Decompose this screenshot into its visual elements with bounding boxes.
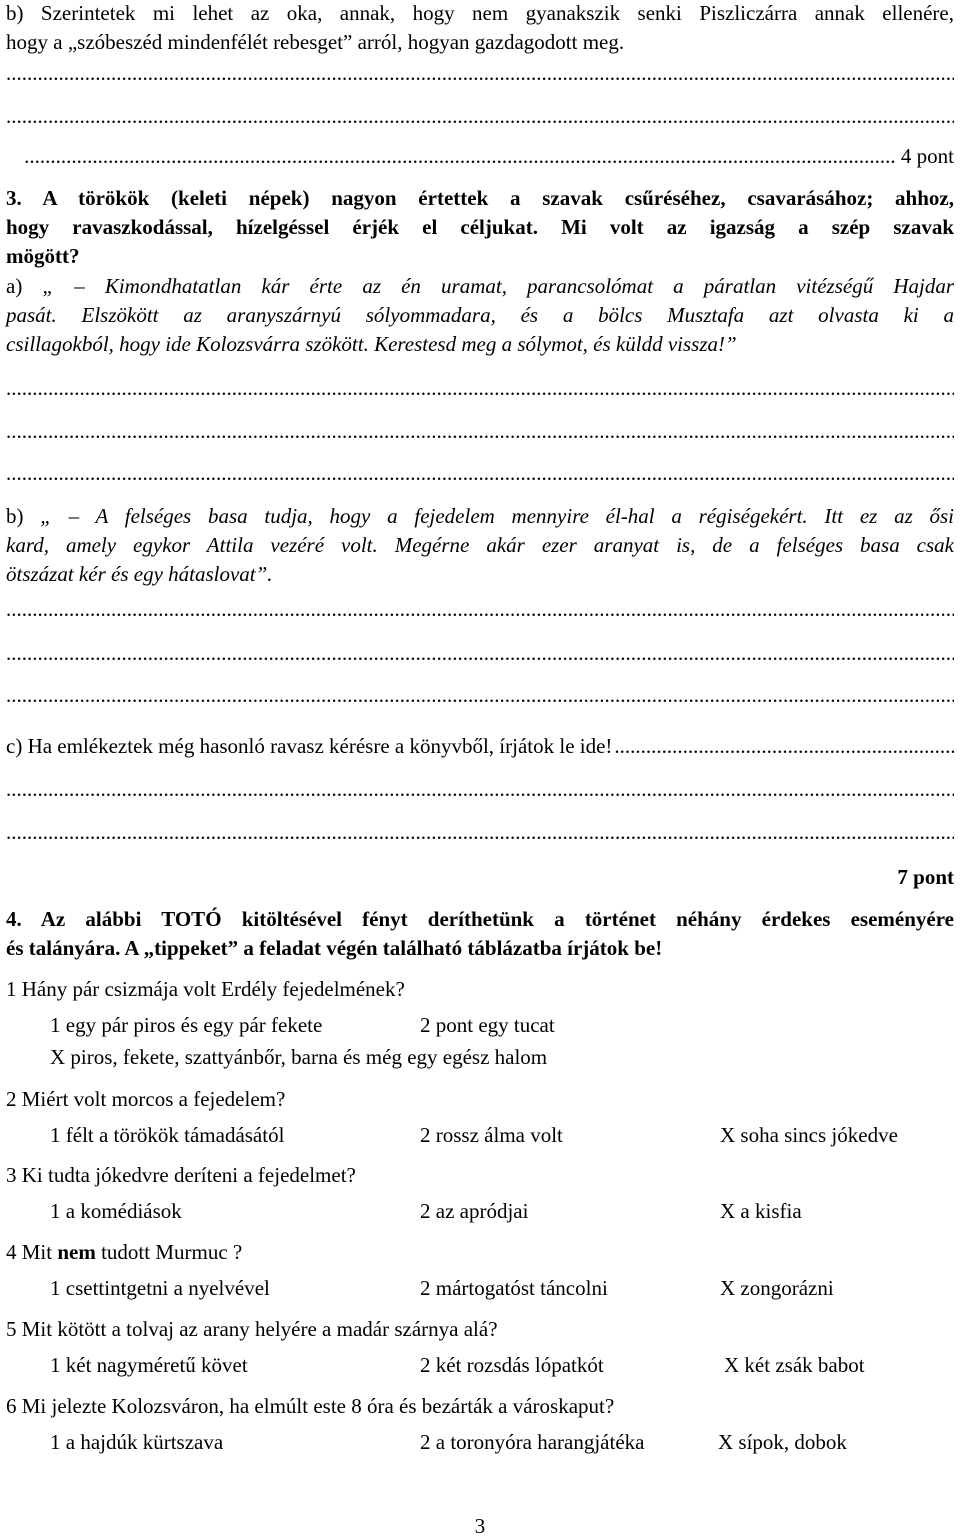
- answer-dots-line: [6, 682, 954, 708]
- toto-option-x: X piros, fekete, szattyánbőr, barna és még egy egész halom: [50, 1045, 548, 1069]
- answer-dots-line: [6, 596, 954, 622]
- q3a-line-1: [6, 273, 954, 299]
- toto-option-x: X két zsák babot: [724, 1353, 865, 1377]
- q2b-points: [6, 143, 954, 169]
- q3b-quote-1: „ – A felséges basa tudja, hogy a fejedelem mennyire él-hal a régiségekért. Itt ez az ősi: [40, 504, 954, 528]
- answer-dots-line: [6, 375, 954, 401]
- q3-line-1: 3. A törökök (keleti népek) nagyon értettek a szavak csűréséhez, csavarásához; ahhoz,: [6, 186, 954, 210]
- toto-option-1: 1 félt a törökök támadásától: [50, 1123, 285, 1147]
- answer-dots-line: [6, 103, 954, 129]
- toto-option-2: 2 két rozsdás lópatkót: [420, 1353, 604, 1377]
- toto-option-2: 2 pont egy tucat: [420, 1013, 555, 1037]
- toto-option-2: 2 mártogatóst táncolni: [420, 1276, 608, 1300]
- toto-question-4-emphasis: nem: [57, 1240, 96, 1264]
- toto-question-3: 3 Ki tudta jókedvre deríteni a fejedelmet?: [6, 1163, 356, 1187]
- toto-option-1: 1 a hajdúk kürtszava: [50, 1430, 224, 1454]
- q3c-text: c) Ha emlékeztek még hasonló ravasz kérésre a könyvből, írjátok le ide!: [6, 734, 613, 758]
- toto-option-1: 1 két nagyméretű követ: [50, 1353, 248, 1377]
- toto-option-2: 2 a toronyóra harangjátéka: [420, 1430, 645, 1454]
- q4-line-2: és talányára. A „tippeket” a feladat végén található táblázatba írjátok be!: [6, 936, 663, 960]
- toto-option-x: X a kisfia: [720, 1199, 802, 1223]
- q4-line-1: 4. Az alábbi TOTÓ kitöltésével fényt deríthetünk a történet néhány érdekes eseményére: [6, 907, 954, 931]
- toto-question-4-post: tudott Murmuc ?: [95, 1240, 243, 1264]
- answer-dots-line: [6, 60, 954, 86]
- toto-question-2: 2 Miért volt morcos a fejedelem?: [6, 1087, 286, 1111]
- toto-option-x: X soha sincs jókedve: [720, 1123, 898, 1147]
- q2b-line-2: hogy a „szóbeszéd mindenfélét rebesget” arról, hogyan gazdagodott meg.: [6, 30, 625, 54]
- q3b-line-2: kard, amely egykor Attila vezéré volt. Megérne akár ezer aranyat is, de a felséges basa csak: [6, 533, 954, 557]
- q3a-line-3: csillagokból, hogy ide Kolozsvárra szökött. Kerestesd meg a sólymot, és küldd vissza!”: [6, 332, 737, 356]
- toto-question-5: 5 Mit kötött a tolvaj az arany helyére a madár szárnya alá?: [6, 1317, 498, 1341]
- toto-option-1: 1 a komédiások: [50, 1199, 182, 1223]
- q2b-line-1: b) Szerintetek mi lehet az oka, annak, hogy nem gyanakszik senki Piszliczárra annak ellenére,: [6, 1, 954, 25]
- toto-option-2: 2 rossz álma volt: [420, 1123, 563, 1147]
- page-number: 3: [474, 1514, 486, 1538]
- answer-dots-line: [6, 460, 954, 486]
- toto-question-1: 1 Hány pár csizmája volt Erdély fejedelmének?: [6, 977, 405, 1001]
- answer-dots-line: [6, 640, 954, 666]
- q3-points: 7 pont: [897, 865, 954, 889]
- q3b-line-3: ötszázat kér és egy hátaslovat”.: [6, 562, 273, 586]
- q3a-prefix: a): [6, 274, 23, 298]
- toto-option-1: 1 egy pár piros és egy pár fekete: [50, 1013, 323, 1037]
- q3c-line: [6, 733, 954, 759]
- q3b-prefix: b): [6, 504, 24, 528]
- answer-dots-line: [6, 776, 954, 802]
- answer-dots-line: [6, 418, 954, 444]
- toto-option-1: 1 csettintgetni a nyelvével: [50, 1276, 270, 1300]
- q2b-points-text: ...................................................................................................................................................................... 4 pont: [24, 144, 954, 168]
- q3a-line-2: pasát. Elszökött az aranyszárnyú sólyommadara, és a bölcs Musztafa azt olvasta ki a: [6, 303, 954, 327]
- toto-option-2: 2 az apródjai: [420, 1199, 529, 1223]
- toto-question-4-pre: 4 Mit: [6, 1240, 58, 1264]
- q3-line-2: hogy ravaszkodással, hízelgéssel érjék el céljukat. Mi volt az igazság a szép szavak: [6, 215, 954, 239]
- toto-question-4: [6, 1239, 242, 1265]
- toto-question-6: 6 Mi jelezte Kolozsváron, ha elmúlt este 8 óra és bezárták a városkaput?: [6, 1394, 615, 1418]
- toto-option-x: X zongorázni: [720, 1276, 834, 1300]
- toto-option-x: X sípok, dobok: [718, 1430, 847, 1454]
- q3b-line-1: [6, 503, 954, 529]
- answer-dots-line: [6, 819, 954, 845]
- q3a-quote-1: „ – Kimondhatatlan kár érte az én uramat, parancsolómat a páratlan vitézségű Hajdar: [42, 274, 954, 298]
- q3-line-3: mögött?: [6, 244, 80, 268]
